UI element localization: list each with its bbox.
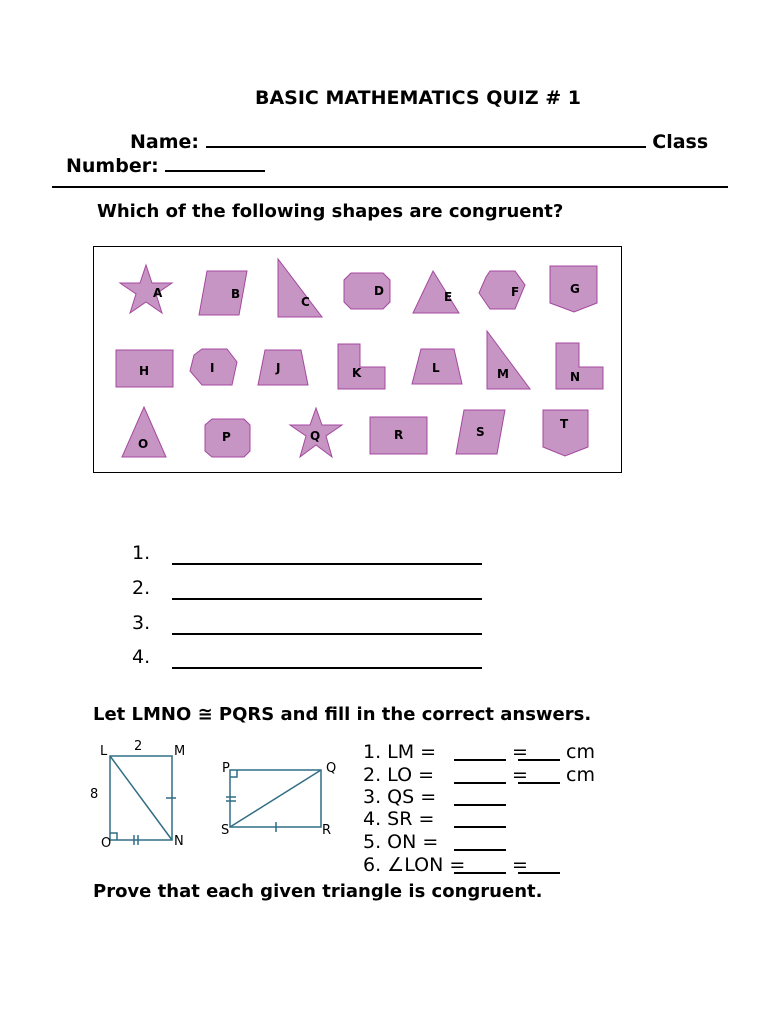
fill-row-3: [363, 786, 436, 808]
side-top-length: 2: [134, 739, 143, 754]
vertex-n: N: [174, 834, 184, 849]
label-c: C: [301, 295, 310, 309]
shape-k: [338, 344, 385, 389]
answer-number: 1.: [132, 542, 151, 564]
label-d: D: [374, 284, 384, 298]
name-blank[interactable]: [206, 132, 646, 148]
name-label: Name:: [130, 131, 200, 153]
vertex-r: R: [322, 823, 332, 838]
label-o: O: [138, 437, 149, 451]
fill-blank[interactable]: [454, 782, 506, 784]
class-label: Class: [652, 131, 709, 153]
name-row: [130, 131, 708, 153]
rectangle-lmno: [88, 736, 208, 852]
fill-row-4: [363, 808, 434, 830]
fill-label: 6. ∠LON =: [363, 854, 466, 876]
shapes-figure: [94, 247, 623, 474]
answer-number: 4.: [132, 646, 151, 668]
label-s: S: [476, 425, 485, 439]
shape-j: [258, 350, 308, 385]
fill-row-1: [363, 741, 595, 763]
fill-label: 4. SR =: [363, 808, 435, 830]
fill-unit: cm: [566, 741, 595, 763]
number-row: [66, 155, 265, 177]
vertex-m: M: [174, 744, 186, 759]
answer-blank[interactable]: [172, 667, 482, 669]
fill-blank-2[interactable]: [518, 872, 560, 874]
fill-label: 3. QS =: [363, 786, 437, 808]
vertex-s: S: [221, 823, 230, 838]
fill-unit: cm: [566, 764, 595, 786]
fill-row-2: [363, 764, 595, 786]
answer-row-1: [132, 542, 150, 564]
fill-blank[interactable]: [454, 849, 506, 851]
answer-number: 3.: [132, 612, 151, 634]
fill-blank[interactable]: [454, 872, 506, 874]
fill-label: 1. LM =: [363, 741, 437, 763]
fill-equals: =: [512, 764, 528, 786]
fill-equals: =: [512, 741, 528, 763]
fill-blank-2[interactable]: [518, 782, 560, 784]
shapes-box: [93, 246, 622, 473]
fill-equals: =: [512, 854, 528, 876]
label-m: M: [497, 367, 509, 381]
label-g: G: [570, 282, 580, 296]
fill-blank[interactable]: [454, 804, 506, 806]
fill-row-5: [363, 831, 438, 853]
fill-blank[interactable]: [454, 759, 506, 761]
answer-number: 2.: [132, 577, 151, 599]
label-i: I: [210, 361, 215, 375]
label-n: N: [570, 370, 581, 384]
label-p: P: [222, 430, 231, 444]
vertex-l: L: [100, 744, 108, 759]
answer-row-2: [132, 577, 150, 599]
label-r: R: [394, 428, 404, 442]
fill-label: 2. LO =: [363, 764, 434, 786]
shape-c: [278, 259, 322, 317]
vertex-o: O: [101, 836, 112, 851]
shape-a: [120, 265, 172, 313]
label-j: J: [276, 361, 281, 375]
answer-blank[interactable]: [172, 563, 482, 565]
question-1: Which of the following shapes are congruent?: [97, 201, 564, 222]
quiz-title: BASIC MATHEMATICS QUIZ # 1: [254, 87, 582, 109]
fill-blank[interactable]: [454, 826, 506, 828]
number-label: Number:: [66, 155, 159, 177]
label-f: F: [511, 285, 520, 299]
label-l: L: [432, 361, 440, 375]
fill-row-6: [363, 854, 528, 876]
answer-blank[interactable]: [172, 633, 482, 635]
label-h: H: [139, 364, 150, 378]
label-b: B: [231, 287, 241, 301]
answer-row-3: [132, 612, 150, 634]
rectangle-pqrs: [218, 756, 348, 844]
fill-label: 5. ON =: [363, 831, 439, 853]
number-blank[interactable]: [165, 156, 265, 172]
label-t: T: [560, 417, 569, 431]
question-3: Prove that each given triangle is congruent.: [93, 881, 543, 902]
vertex-q: Q: [326, 761, 337, 776]
label-e: E: [444, 290, 453, 304]
label-a: A: [153, 286, 163, 300]
side-left-length: 8: [90, 787, 99, 802]
label-q: Q: [310, 429, 321, 443]
answer-row-4: [132, 646, 150, 668]
answer-blank[interactable]: [172, 598, 482, 600]
header-divider: [52, 186, 728, 188]
vertex-p: P: [222, 761, 230, 776]
label-k: K: [352, 366, 362, 380]
fill-blank-2[interactable]: [518, 759, 560, 761]
question-2: Let LMNO ≅ PQRS and fill in the correct answers.: [93, 704, 592, 725]
